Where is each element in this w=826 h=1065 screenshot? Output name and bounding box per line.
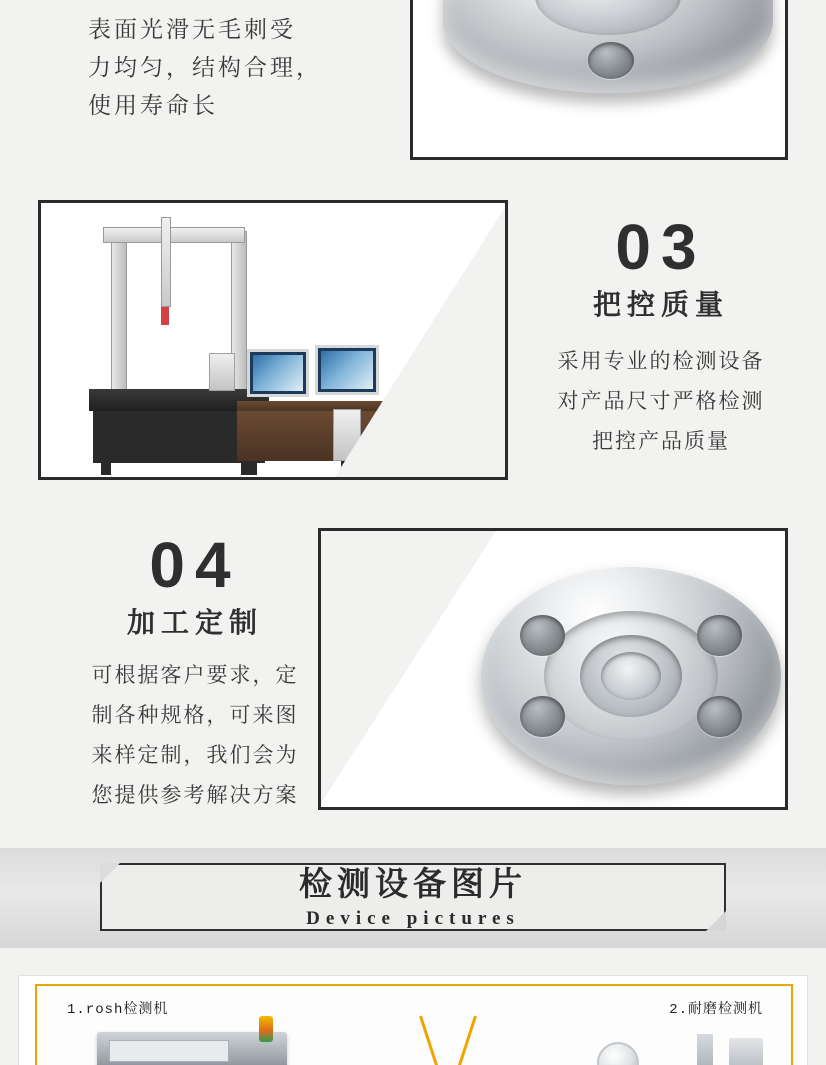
device-image-rosh-machine[interactable] [97, 1032, 287, 1065]
device-pictures-subtitle: Device pictures [306, 908, 520, 929]
cmm-foot [101, 463, 111, 475]
product-photo-cmm [38, 200, 508, 480]
gallery-item-label-1: 1.rosh检测机 [67, 1002, 169, 1018]
product-photo-flange-bottom [318, 528, 788, 810]
machine-panel [109, 1040, 229, 1062]
section-03-line-3: 把控产品质量 [592, 430, 730, 453]
section-02-text-block [88, 10, 388, 124]
section-04-line-4: 您提供参考解决方案 [91, 784, 299, 807]
section-04-line-3: 来样定制，我们会为 [91, 744, 299, 767]
photo-corner-notch [333, 202, 508, 480]
section-04-text-block [30, 530, 360, 816]
signal-tower-lamp [259, 1016, 273, 1042]
section-04-title: 加工定制 [126, 607, 263, 638]
device-image-wear-tester-arm[interactable] [697, 1034, 713, 1065]
cmm-controller [209, 353, 235, 391]
section-03-title: 把控质量 [592, 289, 729, 320]
section-03-number: 03 [615, 211, 707, 283]
flange-bolt-hole [697, 615, 742, 656]
section-04-line-2: 制各种规格，可来图 [91, 704, 299, 727]
photo-corner-notch [318, 528, 498, 808]
flange-bolt-hole [697, 696, 742, 737]
workstation-monitor-1 [247, 349, 309, 397]
flange-bolt-hole [588, 42, 634, 79]
device-image-wear-tester-dial[interactable] [597, 1042, 639, 1065]
device-gallery [18, 975, 808, 1065]
gallery-divider-icon [413, 996, 483, 1065]
section-04-number: 04 [149, 529, 241, 601]
device-image-wear-tester-body[interactable] [729, 1038, 763, 1065]
section-03-text-block [516, 212, 806, 462]
section-02-line-1: 表面光滑无毛刺受 [88, 16, 296, 42]
section-02-line-2: 力均匀，结构合理， [88, 54, 322, 80]
monitor-screen [253, 355, 303, 391]
section-03-line-1: 采用专业的检测设备 [557, 350, 765, 373]
cmm-bridge-beam [103, 227, 245, 243]
flange-bolt-hole [520, 696, 565, 737]
cmm-z-axis [161, 217, 171, 307]
flange-illustration-top [443, 0, 773, 93]
cmm-probe [161, 307, 169, 325]
product-photo-flange-top [410, 0, 788, 160]
device-pictures-title: 检测设备图片 [299, 865, 527, 902]
flange-bolt-hole [520, 615, 565, 656]
section-02-line-3: 使用寿命长 [88, 92, 218, 118]
flange-illustration-bottom [481, 567, 781, 785]
desk-foot [241, 461, 249, 475]
device-gallery-inner-frame [35, 984, 793, 1065]
flange-bore [601, 652, 661, 700]
section-03-line-2: 对产品尺寸严格检测 [557, 390, 765, 413]
section-04-line-1: 可根据客户要求，定 [91, 664, 299, 687]
gallery-item-label-2: 2.耐磨检测机 [669, 1002, 763, 1018]
